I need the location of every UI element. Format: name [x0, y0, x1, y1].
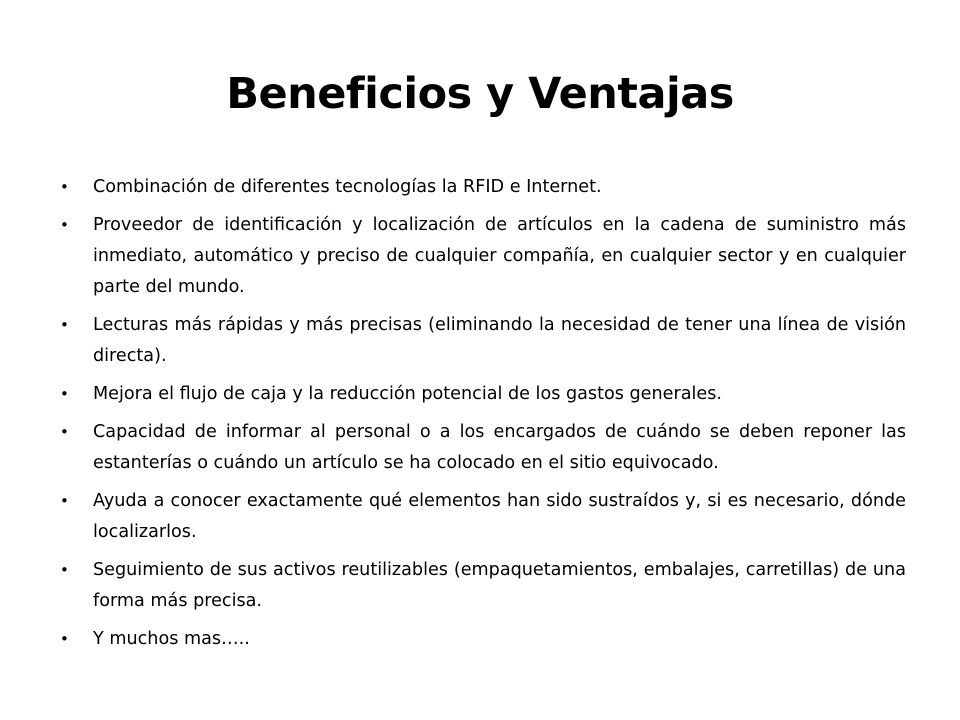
bullet-item: [60, 210, 906, 303]
bullet-item: [60, 172, 906, 203]
slide-title: Beneficios y Ventajas: [226, 69, 734, 119]
bullet-dot-icon: •: [60, 385, 69, 403]
bullet-list: [60, 172, 906, 662]
bullet-dot-icon: •: [60, 316, 69, 334]
bullet-text: Lecturas más rápidas y más precisas (eliminando la necesidad de tener una línea de visión directa).: [93, 315, 906, 366]
bullet-text: Seguimiento de sus activos reutilizables (empaquetamientos, embalajes, carretillas) de una forma más precisa.: [93, 560, 906, 611]
bullet-item: [60, 417, 906, 479]
bullet-text: Combinación de diferentes tecnologías la RFID e Internet.: [93, 177, 602, 197]
bullet-item: [60, 379, 906, 410]
bullet-dot-icon: •: [60, 561, 69, 579]
bullet-dot-icon: •: [60, 492, 69, 510]
bullet-dot-icon: •: [60, 423, 69, 441]
bullet-item: [60, 486, 906, 548]
bullet-text: Capacidad de informar al personal o a los encargados de cuándo se deben reponer las estanterías o cuándo un artículo se ha colocado en el sitio equivocado.: [93, 422, 906, 473]
bullet-text: Ayuda a conocer exactamente qué elementos han sido sustraídos y, si es necesario, dónde localizarlos.: [93, 491, 906, 542]
bullet-item: [60, 310, 906, 372]
bullet-text: Mejora el flujo de caja y la reducción potencial de los gastos generales.: [93, 384, 722, 404]
bullet-text: Proveedor de identificación y localización de artículos en la cadena de suministro más inmediato, automático y preciso de cualquier compañía, en cualquier sector y en cualquier parte del mundo.: [93, 215, 906, 297]
bullet-dot-icon: •: [60, 178, 69, 196]
bullet-text: Y muchos mas…..: [93, 629, 250, 649]
bullet-item: [60, 624, 906, 655]
bullet-dot-icon: •: [60, 216, 69, 234]
bullet-item: [60, 555, 906, 617]
bullet-dot-icon: •: [60, 630, 69, 648]
